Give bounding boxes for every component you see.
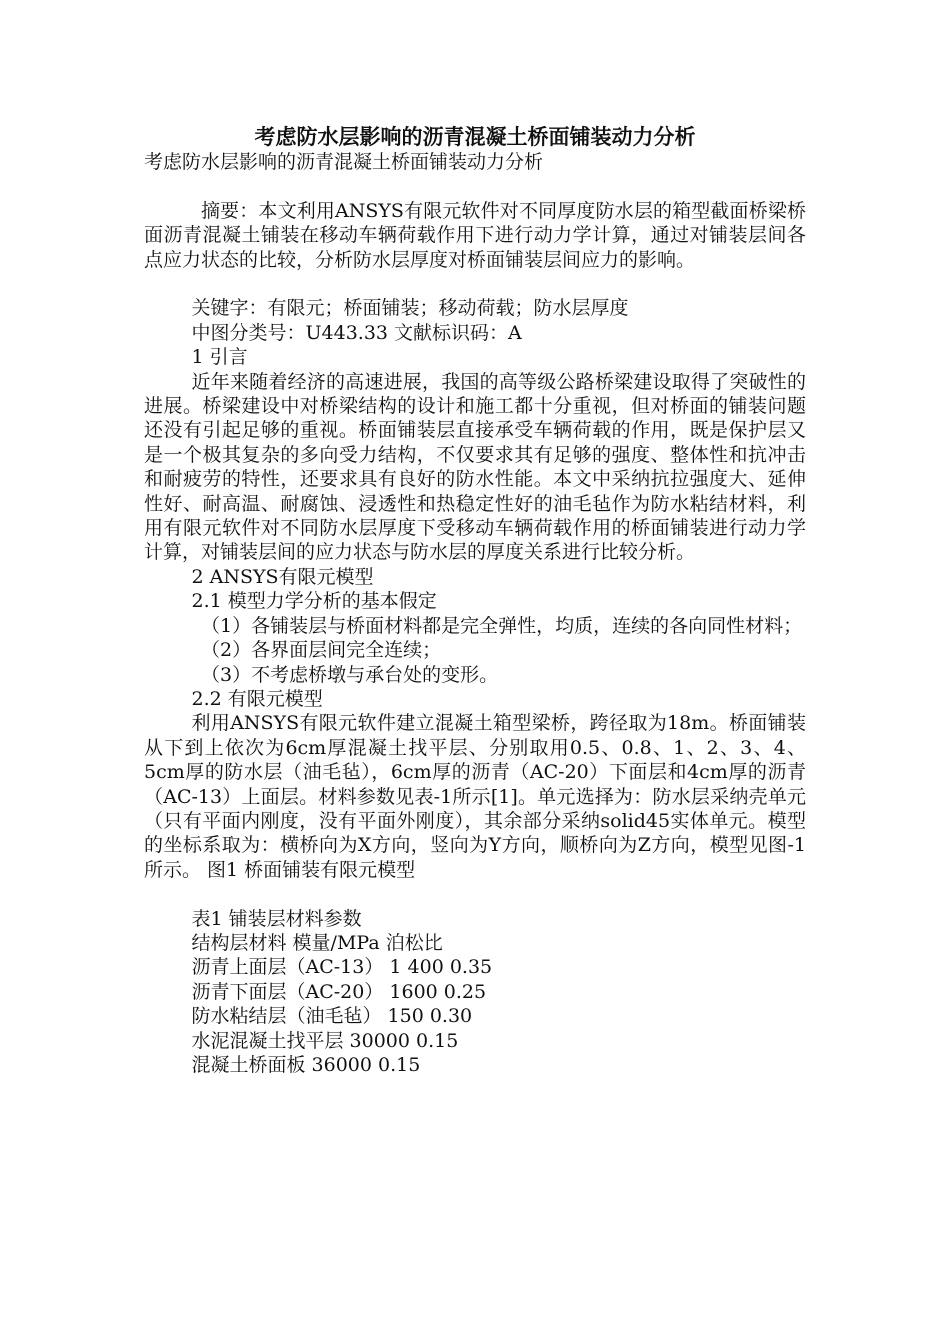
table-row: 防水粘结层（油毛毡） 150 0.30 [191, 1005, 473, 1028]
keywords-line: 关键字：有限元；桥面铺装；移动荷载；防水层厚度 [191, 297, 629, 320]
section-1-paragraph: 近年来随着经济的高速进展，我国的高等级公路桥梁建设取得了突破性的进展。桥梁建设中对桥梁结构的设计和施工都十分重视，但对桥面的铺装问题还没有引起足够的重视。桥面铺装层直接承受车辆荷载的作用，既是保护层又是一个极其复杂的多向受力结构，不仅要求其有足够的强度、整体性和抗冲击和耐疲劳的特性，还要求具有良好的防水性能。本文中采纳抗拉强度大、延伸性好、耐高温、耐腐蚀、浸透性和热稳定性好的油毛毡作为防水粘结材料，利用有限元软件对不同防水层厚度下受移动车辆荷载作用的桥面铺装进行动力学计算，对铺装层间的应力状态与防水层的厚度关系进行比较分析。 [144, 370, 806, 564]
document-body [144, 150, 806, 1077]
table-row: 沥青下面层（AC-20） 1600 0.25 [191, 980, 487, 1003]
spacer [144, 882, 806, 906]
spacer [144, 272, 806, 296]
section-2-2-heading: 2.2 有限元模型 [191, 687, 323, 710]
document-title: 考虑防水层影响的沥青混凝土桥面铺装动力分析 [254, 124, 696, 149]
section-1-heading: 1 引言 [191, 346, 248, 369]
table-caption: 表1 铺装层材料参数 [191, 907, 362, 930]
table-header-row: 结构层材料 模量/MPa 泊松比 [191, 931, 443, 954]
table-row: 水泥混凝土找平层 30000 0.15 [191, 1029, 459, 1052]
spacer [144, 174, 806, 198]
assumption-2: （2）各界面层间完全连续； [201, 639, 442, 662]
document-subtitle: 考虑防水层影响的沥青混凝土桥面铺装动力分析 [144, 151, 544, 173]
abstract-paragraph: 摘要：本文利用ANSYS有限元软件对不同厚度防水层的箱型截面桥梁桥面沥青混凝土铺装在移动车辆荷载作用下进行动力学计算，通过对铺装层间各点应力状态的比较，分析防水层厚度对桥面铺装层间应力的影响。 [144, 199, 806, 271]
assumption-3: （3）不考虑桥墩与承台处的变形。 [201, 663, 499, 686]
section-2-1-heading: 2.1 模型力学分析的基本假定 [191, 590, 437, 613]
assumption-1: （1）各铺装层与桥面材料都是完全弹性，均质，连续的各向同性材料； [201, 614, 803, 637]
table-row: 沥青上面层（AC-13） 1 400 0.35 [191, 956, 493, 979]
table-row: 混凝土桥面板 36000 0.15 [191, 1053, 421, 1076]
section-2-heading: 2 ANSYS有限元模型 [191, 565, 374, 588]
section-2-2-paragraph: 利用ANSYS有限元软件建立混凝土箱型梁桥，跨径取为18m。桥面铺装从下到上依次为6cm厚混凝土找平层、分别取用0.5、0.8、1、2、3、4、5cm厚的防水层（油毛毡），6cm厚的沥青（AC-20）下面层和4cm厚的沥青（AC-13）上面层。材料参数见表-1所示[1]。单元选择为：防水层采纳壳单元（只有平面内刚度，没有平面外刚度），其余部分采纳solid45实体单元。模型的坐标系取为：横桥向为X方向，竖向为Y方向，顺桥向为Z方向，模型见图-1所示。 图1 桥面铺装有限元模型 [144, 712, 806, 881]
classification-line: 中图分类号：U443.33 文献标识码：A [191, 321, 522, 344]
